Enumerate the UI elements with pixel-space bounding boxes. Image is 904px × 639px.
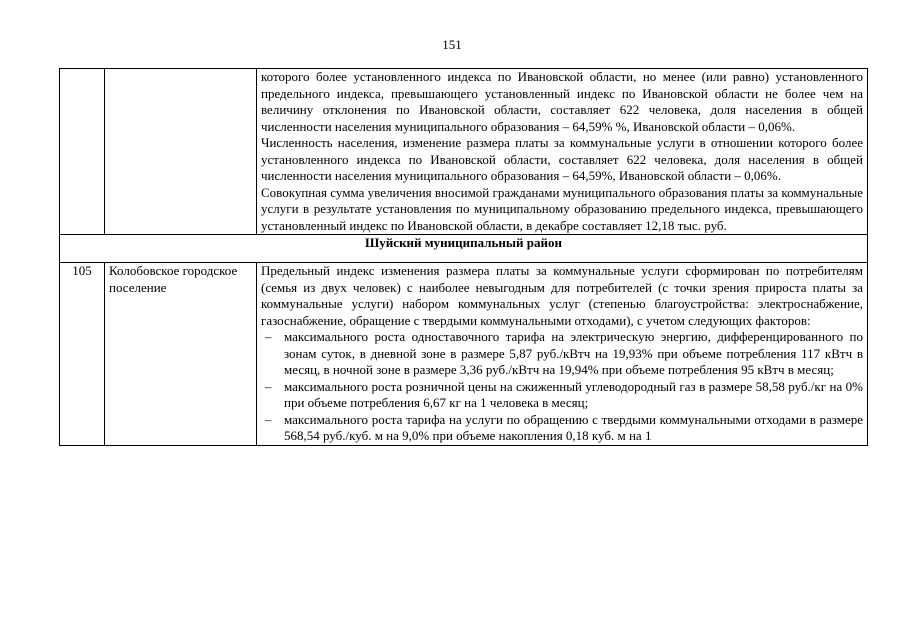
factor-item: – максимального роста розничной цены на сжиженный углеводородный газ в размере 58,58 руб./кг на 0% при объеме потребления 6,67 кг на 1 человека в месяц;: [261, 379, 863, 412]
section-title: Шуйский муниципальный район: [60, 235, 868, 263]
settlement-cell: [105, 69, 257, 235]
indices-table: [59, 68, 868, 446]
factor-item: – максимального роста тарифа на услуги по обращению с твердыми коммунальными отходами в размере 568,54 руб./куб. м на 9,0% при объеме накопления 0,18 куб. м на 1: [261, 412, 863, 445]
section-header-row: [60, 235, 868, 263]
factor-item: – максимального роста одноставочного тарифа на электрическую энергию, дифференцированного по зонам суток, в дневной зоне в размере 5,87 руб./кВтч на 19,93% при объеме потребления 117 кВтч в месяц, в ночной зоне в размере 3,36 руб./кВтч на 19,94% при объеме потребления 95 кВтч в месяц;: [261, 329, 863, 379]
table-row-105: [60, 263, 868, 446]
row-number-cell: 105: [60, 263, 105, 446]
paragraph: Предельный индекс изменения размера платы за коммунальные услуги сформирован по потребителям (семья из двух человек) с наиболее невыгодным для потребителей (с точки зрения прироста платы за коммунальные услуги) набором коммунальных услуг (степенью благоустройства: электроснабжение, газоснабжение, обращение с твердыми коммунальными отходами), с учетом следующих факторов:: [261, 263, 863, 328]
description-cell: [257, 69, 868, 235]
page-number: 151: [442, 37, 462, 52]
paragraph: Совокупная сумма увеличения вносимой гражданами муниципального образования платы за коммунальные услуги в результате установления по муниципальному образованию предельного индекса, превышающего установленный индекс по Ивановской области, в декабре составляет 12,18 тыс. руб.: [261, 184, 863, 233]
paragraph: которого более установленного индекса по Ивановской области, но менее (или равно) установленного предельного индекса, превышающего установленный индекс по Ивановской области не более чем на величину отклонения по Ивановской области, составляет 622 человека, доля населения в общей численности населения муниципального образования – 64,59% %, Ивановской области – 0,06%.: [261, 69, 863, 134]
description-cell: [257, 263, 868, 446]
table-row-continuation: [60, 69, 868, 235]
row-number-cell: [60, 69, 105, 235]
factors-list: [261, 329, 863, 445]
paragraph: Численность населения, изменение размера платы за коммунальные услуги в отношении которого более установленного индекса по Ивановской области, составляет 622 человека, доля населения в общей численности населения муниципального образования – 64,59%, Ивановской области – 0,06%.: [261, 135, 863, 183]
settlement-cell: Колобовское городское поселение: [105, 263, 257, 446]
